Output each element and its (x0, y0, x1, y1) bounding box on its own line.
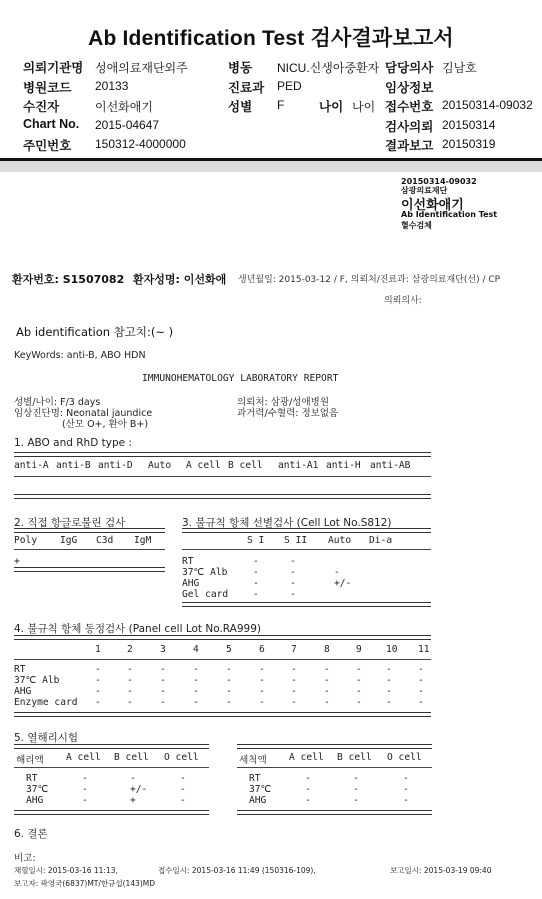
elution-column-header: 세척액 (239, 755, 267, 766)
panel-result: - (259, 686, 265, 697)
abo-column-header: Auto (148, 460, 172, 471)
panel-result: - (160, 664, 166, 675)
elution-result: - (180, 795, 186, 806)
rule (237, 767, 432, 768)
screen-result: - (334, 567, 340, 578)
panel-result: - (127, 675, 133, 686)
dat-column-header: IgM (134, 535, 152, 546)
double-rule (14, 744, 209, 749)
screen-row-label: AHG (182, 578, 200, 589)
panel-result: - (193, 675, 199, 686)
patient-name: 환자성명: 이선화애 (133, 273, 227, 286)
elution-row-label: AHG (26, 795, 44, 806)
screen-result: - (253, 567, 259, 578)
remarks: 비고: (14, 853, 36, 864)
collection-time: 채혈일시: 2015-03-16 11:13, (14, 866, 118, 875)
header-label: Chart No. (23, 117, 80, 131)
abo-column-header: anti-H (326, 460, 361, 471)
elution-result: - (403, 773, 409, 784)
screen-result: - (253, 578, 259, 589)
header-label: 병원코드 (23, 81, 72, 95)
header-label: 담당의사 (385, 61, 434, 75)
elution-result: - (180, 784, 186, 795)
elution-result: - (353, 784, 359, 795)
elution-result: - (130, 773, 136, 784)
scanned-report (0, 172, 542, 899)
panel-result: - (259, 664, 265, 675)
panel-result: - (193, 664, 199, 675)
header-value: PED (277, 79, 302, 93)
panel-result: - (160, 697, 166, 708)
rule (14, 549, 165, 550)
panel-cell-number: 6 (259, 644, 265, 655)
abo-column-header: anti-A (14, 460, 49, 471)
header-value: 20150319 (442, 137, 496, 151)
panel-result: - (291, 675, 297, 686)
panel-cell-number: 2 (127, 644, 133, 655)
double-rule (14, 810, 209, 815)
info-diagnosis: 임상진단명: Neonatal jaundice (14, 408, 153, 419)
receipt-time: 접수일시: 2015-03-16 11:49 (150316-109), (158, 866, 316, 875)
panel-result: - (324, 686, 330, 697)
header-value: 2015-04647 (95, 118, 160, 132)
dat-column-header: C3d (96, 535, 114, 546)
panel-result: - (226, 697, 232, 708)
rule (14, 767, 209, 768)
elution-row-label: RT (249, 773, 261, 784)
panel-result: - (386, 675, 392, 686)
info-history: 과거력/수혈력: 정보없음 (237, 408, 339, 419)
abo-column-header: anti-B (56, 460, 91, 471)
panel-result: - (386, 686, 392, 697)
panel-result: - (127, 664, 133, 675)
panel-result: - (127, 697, 133, 708)
rule (14, 476, 431, 477)
elution-result: - (82, 784, 88, 795)
header-value: 20133 (95, 79, 129, 93)
patient-id: 환자번호: S1507082 (12, 273, 125, 286)
elution-result: - (403, 795, 409, 806)
double-rule (14, 635, 431, 640)
header-label: 성별 (228, 100, 253, 114)
panel-cell-number: 9 (356, 644, 362, 655)
section2-title: 2. 직접 항글로불린 검사 (14, 517, 126, 529)
screen-result: - (290, 578, 296, 589)
panel-cell-number: 7 (291, 644, 297, 655)
double-rule (237, 810, 432, 815)
panel-result: - (95, 675, 101, 686)
elution-result: + (130, 795, 136, 806)
header-label: 결과보고 (385, 139, 434, 153)
panel-cell-number: 8 (324, 644, 330, 655)
panel-result: - (418, 664, 424, 675)
panel-result: - (160, 686, 166, 697)
header-value: 150312-4000000 (95, 137, 186, 151)
dat-column-header: Poly (14, 535, 38, 546)
panel-result: - (324, 697, 330, 708)
header-value: NICU.신생아중환자 (277, 61, 380, 75)
panel-result: - (226, 686, 232, 697)
panel-result: - (418, 697, 424, 708)
stamp-line4: Ab Identification Test (401, 210, 498, 219)
stamp-line1: 20150314-09032 (401, 177, 477, 186)
header-label: 병동 (228, 61, 253, 75)
report-heading: Ab identification 참고치:(~ ) (16, 325, 174, 339)
abo-column-header: anti-D (98, 460, 133, 471)
elution-column-header: A cell (66, 752, 101, 763)
screen-result: - (290, 556, 296, 567)
lab-report-title: IMMUNOHEMATOLOGY LABORATORY REPORT (142, 373, 339, 384)
screen-column-header: Auto (328, 535, 352, 546)
section4-title: 4. 불규칙 항체 동정검사 (Panel cell Lot No.RA999) (14, 623, 261, 635)
panel-result: - (127, 686, 133, 697)
header-label: 주민번호 (23, 139, 72, 153)
panel-result: - (259, 697, 265, 708)
panel-result: - (160, 675, 166, 686)
panel-result: - (356, 697, 362, 708)
double-rule (14, 567, 165, 572)
section5-title: 5. 열해리시험 (14, 732, 79, 744)
panel-result: - (291, 664, 297, 675)
elution-result: - (353, 773, 359, 784)
panel-row-label: Enzyme card (14, 697, 78, 708)
elution-result: - (403, 784, 409, 795)
header-label: 임상정보 (385, 81, 434, 95)
report-time: 보고일시: 2015-03-19 09:40 (390, 866, 492, 875)
header-label: 의뢰기관명 (23, 61, 84, 75)
elution-row-label: 37℃ (249, 784, 272, 795)
header-value: 김남호 (442, 61, 477, 75)
panel-result: - (324, 664, 330, 675)
double-rule (237, 744, 432, 749)
double-rule (14, 712, 431, 717)
header-value: 20150314 (442, 118, 496, 132)
patient-details: 생년월일: 2015-03-12 / F, 의뢰처/진료과: 삼광의료재단(선) / CP (238, 275, 501, 285)
panel-result: - (226, 675, 232, 686)
info-sex-age: 성별/나이: F/3 days (14, 397, 101, 408)
section1-title: 1. ABO and RhD type : (14, 437, 132, 449)
screen-row-label: Gel card (182, 589, 229, 600)
screen-column-header: S II (284, 535, 308, 546)
panel-row-label: RT (14, 664, 26, 675)
elution-result: - (353, 795, 359, 806)
elution-result: - (82, 795, 88, 806)
elution-column-header: A cell (289, 752, 324, 763)
elution-result: +/- (130, 784, 148, 795)
age-label: 나이 (319, 100, 344, 114)
screen-row-label: RT (182, 556, 194, 567)
section6-title: 6. 결론 (14, 828, 48, 840)
double-rule (14, 528, 165, 533)
panel-result: - (324, 675, 330, 686)
stamp-line2: 삼광의료재단 (401, 186, 448, 195)
panel-row-label: AHG (14, 686, 32, 697)
panel-cell-number: 1 (95, 644, 101, 655)
section3-title: 3. 불규칙 항체 선별검사 (Cell Lot No.S812) (182, 517, 392, 529)
panel-result: - (291, 686, 297, 697)
panel-result: - (95, 697, 101, 708)
screen-column-header: S I (247, 535, 265, 546)
rule (182, 549, 431, 550)
elution-row-label: AHG (249, 795, 267, 806)
rule (14, 659, 431, 660)
panel-result: - (418, 686, 424, 697)
header-value: 성애의료재단외주 (95, 61, 188, 75)
stamp-line3: 이선화애기 (401, 198, 464, 213)
keywords: KeyWords: anti-B, ABO HDN (14, 350, 146, 361)
panel-cell-number: 5 (226, 644, 232, 655)
panel-result: - (95, 686, 101, 697)
panel-cell-number: 11 (418, 644, 430, 655)
panel-result: - (356, 675, 362, 686)
elution-result: - (305, 795, 311, 806)
panel-result: - (291, 697, 297, 708)
abo-column-header: anti-A1 (278, 460, 319, 471)
header-label: 접수번호 (385, 100, 434, 114)
elution-column-header: B cell (337, 752, 372, 763)
panel-result: - (193, 686, 199, 697)
reporter: 보고자: 곽영국(6837)MT/한규섭(143)MD (14, 879, 156, 888)
screen-row-label: 37℃ Alb (182, 567, 228, 578)
info-referrer: 의뢰처: 삼광/성애병원 (237, 397, 330, 408)
elution-column-header: O cell (164, 752, 199, 763)
dat-column-header: IgG (60, 535, 78, 546)
header-label: 진료과 (228, 81, 265, 95)
referring-doctor: 의뢰의사: (384, 296, 422, 306)
scan-gap (0, 161, 542, 172)
panel-result: - (356, 664, 362, 675)
panel-result: - (418, 675, 424, 686)
elution-column-header: B cell (114, 752, 149, 763)
panel-result: - (356, 686, 362, 697)
panel-cell-number: 4 (193, 644, 199, 655)
header-label: 수진자 (23, 100, 60, 114)
double-rule (182, 602, 431, 607)
panel-result: - (226, 664, 232, 675)
panel-cell-number: 10 (386, 644, 398, 655)
elution-row-label: 37℃ (26, 784, 49, 795)
screen-result: - (253, 556, 259, 567)
panel-result: - (386, 697, 392, 708)
screen-column-header: Di-a (369, 535, 393, 546)
double-rule (14, 452, 431, 457)
elution-result: - (305, 773, 311, 784)
screen-result: - (290, 567, 296, 578)
screen-result: +/- (334, 578, 352, 589)
panel-result: - (259, 675, 265, 686)
panel-row-label: 37℃ Alb (14, 675, 60, 686)
elution-result: - (82, 773, 88, 784)
header-value: 이선화애기 (95, 100, 153, 114)
panel-result: - (95, 664, 101, 675)
panel-result: - (193, 697, 199, 708)
dat-value: + (14, 556, 20, 567)
screen-result: - (253, 589, 259, 600)
header-value: F (277, 98, 285, 112)
age-value: 나이 (352, 100, 376, 114)
panel-result: - (386, 664, 392, 675)
panel-cell-number: 3 (160, 644, 166, 655)
elution-result: - (305, 784, 311, 795)
elution-column-header: 해리액 (16, 755, 44, 766)
abo-column-header: A cell (186, 460, 221, 471)
elution-column-header: O cell (387, 752, 422, 763)
header-value: 20150314-09032 (442, 98, 533, 112)
stamp-line5: 혈수검체 (401, 221, 432, 230)
header-label: 검사의뢰 (385, 120, 434, 134)
report-title: Ab Identification Test 검사결과보고서 (88, 27, 454, 50)
double-rule (182, 528, 431, 533)
double-rule (14, 494, 431, 499)
elution-row-label: RT (26, 773, 38, 784)
info-blood-types: (산모 O+, 환아 B+) (62, 419, 149, 430)
abo-column-header: B cell (228, 460, 263, 471)
screen-result: - (290, 589, 296, 600)
abo-column-header: anti-AB (370, 460, 411, 471)
elution-result: - (180, 773, 186, 784)
